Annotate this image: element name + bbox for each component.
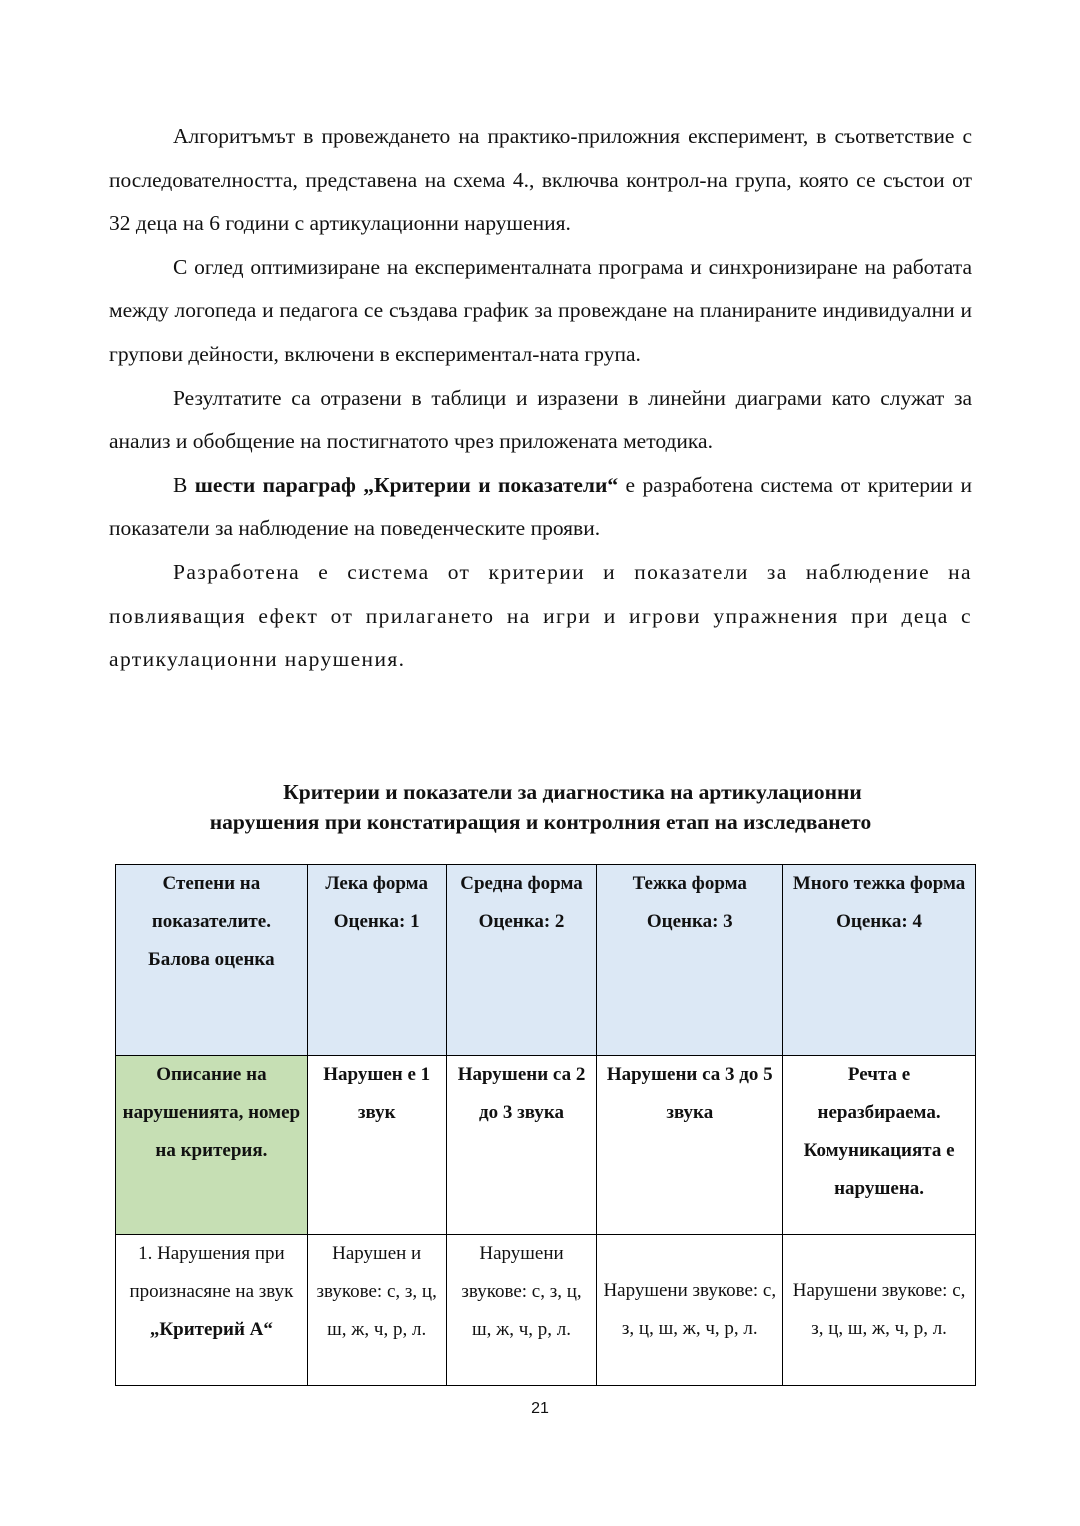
description-row [116, 1056, 976, 1235]
table-header-row [116, 865, 976, 1056]
criterion-label: 1. Нарушения при произнасяне на звук [129, 1243, 294, 1302]
paragraph-4-suffix: е разработена система от критерии и показатели за наблюдение на поведенческите прояви. [109, 472, 972, 541]
table-title-line-1: Критерии и показатели за диагностика на артикулационни [283, 780, 862, 804]
criterion-cell: Нарушен и звукове: с, з, ц, ш, ж, ч, р, л. [307, 1235, 446, 1386]
header-cell: Тежка форма Оценка: 3 [597, 865, 783, 1056]
criterion-cell: Нарушени звукове: с, з, ц, ш, ж, ч, р, л. [783, 1235, 976, 1386]
paragraph-4 [109, 464, 972, 551]
header-cell: Средна форма Оценка: 2 [446, 865, 597, 1056]
paragraph-1: Алгоритъмът в провеждането на практико-приложния експеримент, в съответствие с последователността, представена на схема 4., включва контрол-на група, която се състои от 32 деца на 6 години с артикулационни нарушения. [109, 124, 972, 236]
paragraph-2: С оглед оптимизиране на експерименталната програма и синхронизиране на работата между логопеда и педагога се създава график за провеждане на планираните индивидуални и групови дейности, включени в експериментал-ната група. [109, 254, 972, 366]
paragraph-4-prefix: В [173, 472, 195, 497]
body-text [109, 115, 972, 682]
description-cell: Нарушени са 3 до 5 звука [597, 1056, 783, 1235]
description-label-cell: Описание на нарушенията, номер на критерия. [116, 1056, 308, 1235]
criterion-cell: Нарушени звукове: с, з, ц, ш, ж, ч, р, л. [446, 1235, 597, 1386]
description-cell: Нарушени са 2 до 3 звука [446, 1056, 597, 1235]
table-title [109, 777, 972, 837]
criterion-cell: Нарушени звукове: с, з, ц, ш, ж, ч, р, л. [597, 1235, 783, 1386]
description-cell: Речта е неразбираема. Комуникацията е нарушена. [783, 1056, 976, 1235]
header-cell: Степени на показателите. Балова оценка [116, 865, 308, 1056]
table-title-line-2: нарушения при констатиращия и контролния етап на изследването [209, 810, 872, 834]
paragraph-4-bold: шести параграф „Критерии и показатели“ [194, 472, 619, 497]
paragraph-3: Резултатите са отразени в таблици и изразени в линейни диаграми като служат за анализ и обобщение на постигнатото чрез приложената методика. [109, 385, 972, 454]
criterion-a-row [116, 1235, 976, 1386]
criteria-table [115, 864, 976, 1386]
header-cell: Много тежка форма Оценка: 4 [783, 865, 976, 1056]
header-cell: Лека форма Оценка: 1 [307, 865, 446, 1056]
description-cell: Нарушен е 1 звук [307, 1056, 446, 1235]
paragraph-5: Разработена е система от критерии и показатели за наблюдение на повлияващия ефект от прилагането на игри и игрови упражнения при деца с артикулационни нарушения. [109, 559, 972, 672]
page-number: 21 [531, 1400, 549, 1417]
criterion-label-cell [116, 1235, 308, 1386]
criterion-label-bold: „Критерий А“ [149, 1319, 273, 1340]
